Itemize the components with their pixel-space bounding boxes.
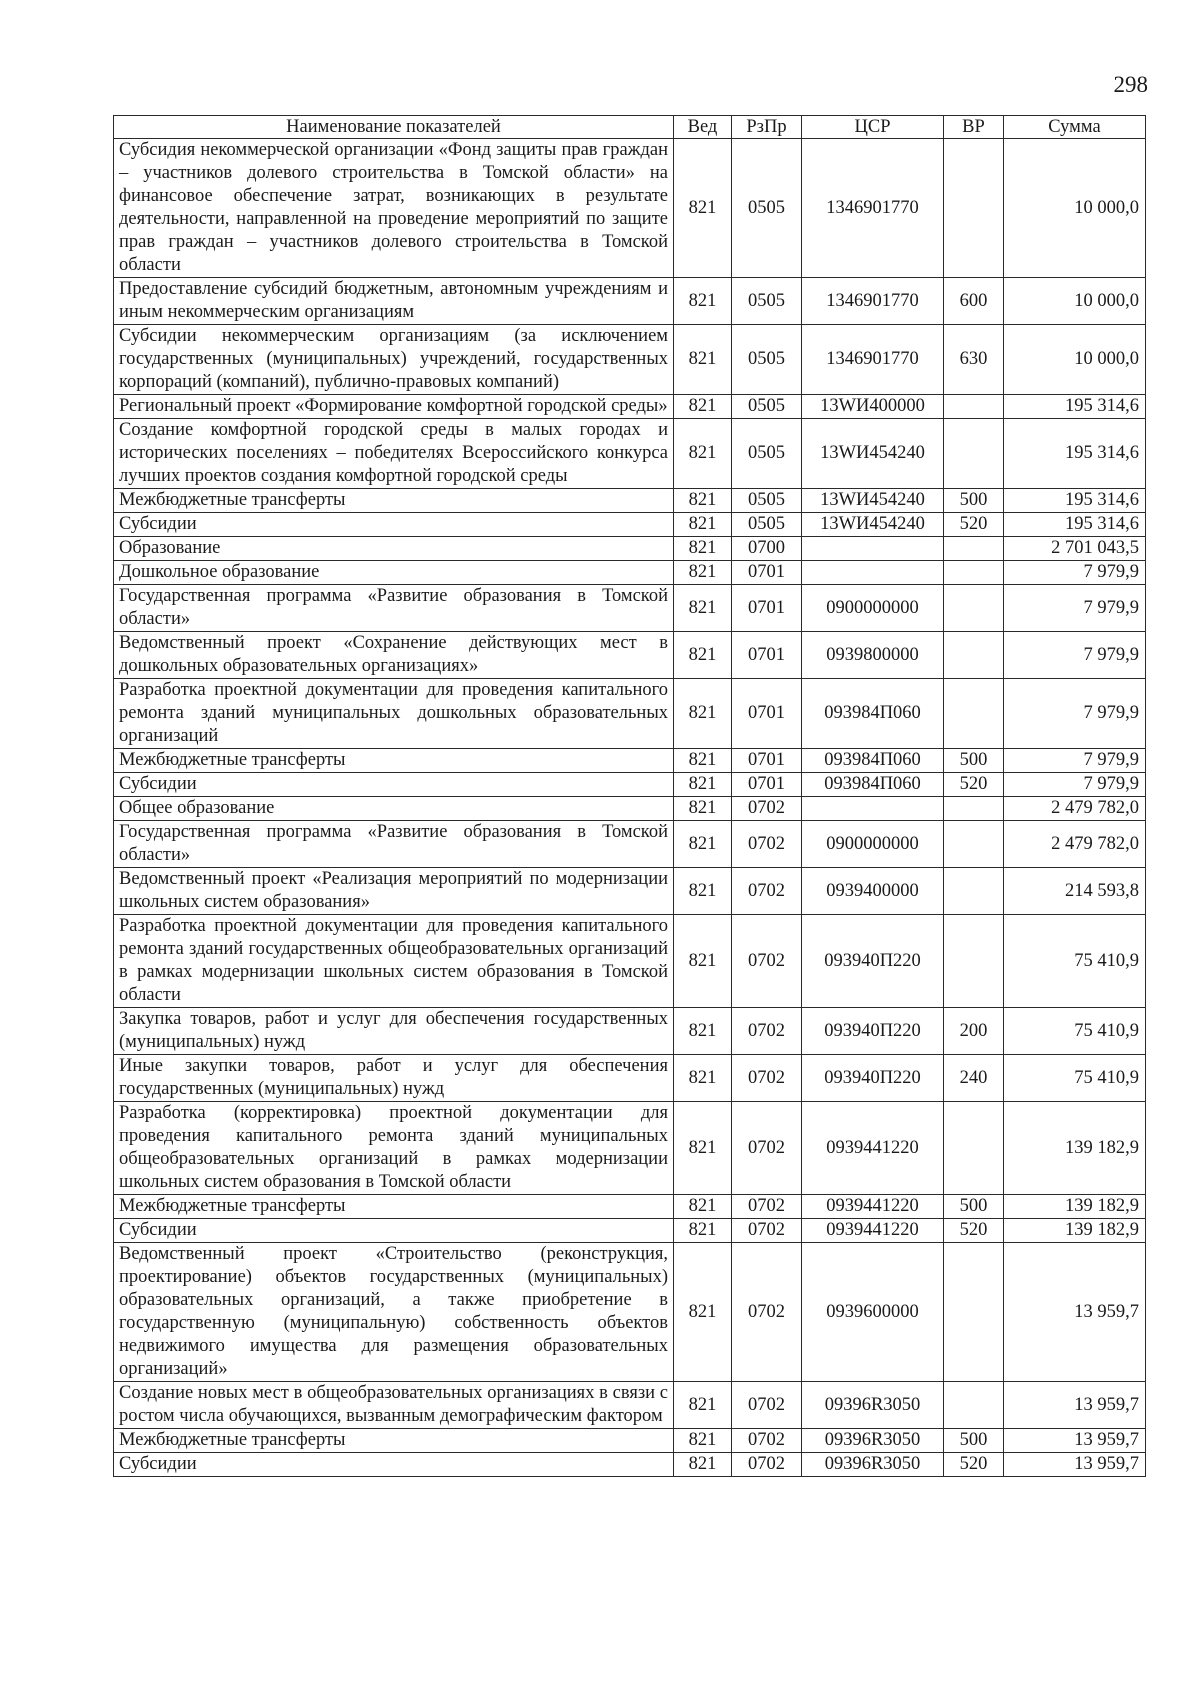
table-row	[114, 1243, 1146, 1382]
cell-vr	[944, 561, 1004, 585]
cell-name: Ведомственный проект «Строительство (реконструкция, проектирование) объектов государственных (муниципальных) образовательных организаций, а также приобретение в государственную (муниципальную) собственность объектов недвижимого имущества для размещения образовательных организаций»	[114, 1243, 674, 1382]
table-row	[114, 325, 1146, 395]
cell-csr: 13WИ454240	[802, 419, 944, 489]
cell-csr: 09396R3050	[802, 1382, 944, 1429]
cell-name: Межбюджетные трансферты	[114, 489, 674, 513]
header-name: Наименование показателей	[114, 116, 674, 139]
cell-rzpr: 0702	[732, 1102, 802, 1195]
cell-name: Субсидии	[114, 1453, 674, 1477]
cell-rzpr: 0700	[732, 537, 802, 561]
table-row	[114, 749, 1146, 773]
header-csr: ЦСР	[802, 116, 944, 139]
cell-csr: 0900000000	[802, 821, 944, 868]
cell-name: Межбюджетные трансферты	[114, 1429, 674, 1453]
table-header-row	[114, 116, 1146, 139]
cell-sum: 10 000,0	[1004, 139, 1146, 278]
table-row	[114, 1382, 1146, 1429]
cell-ved: 821	[674, 489, 732, 513]
table-row	[114, 915, 1146, 1008]
cell-sum: 75 410,9	[1004, 1008, 1146, 1055]
cell-csr	[802, 561, 944, 585]
cell-ved: 821	[674, 1382, 732, 1429]
cell-sum: 7 979,9	[1004, 585, 1146, 632]
cell-ved: 821	[674, 1243, 732, 1382]
cell-name: Образование	[114, 537, 674, 561]
cell-ved: 821	[674, 915, 732, 1008]
table-row	[114, 1453, 1146, 1477]
cell-name: Межбюджетные трансферты	[114, 749, 674, 773]
cell-ved: 821	[674, 1429, 732, 1453]
cell-rzpr: 0702	[732, 797, 802, 821]
cell-vr	[944, 395, 1004, 419]
cell-ved: 821	[674, 395, 732, 419]
cell-csr: 0900000000	[802, 585, 944, 632]
cell-ved: 821	[674, 1453, 732, 1477]
cell-ved: 821	[674, 537, 732, 561]
cell-name: Иные закупки товаров, работ и услуг для обеспечения государственных (муниципальных) нужд	[114, 1055, 674, 1102]
cell-sum: 13 959,7	[1004, 1243, 1146, 1382]
cell-sum: 13 959,7	[1004, 1382, 1146, 1429]
cell-sum: 13 959,7	[1004, 1453, 1146, 1477]
table-row	[114, 1055, 1146, 1102]
cell-ved: 821	[674, 561, 732, 585]
cell-sum: 139 182,9	[1004, 1219, 1146, 1243]
cell-vr: 520	[944, 1219, 1004, 1243]
header-ved: Вед	[674, 116, 732, 139]
cell-vr	[944, 821, 1004, 868]
cell-rzpr: 0505	[732, 489, 802, 513]
cell-name: Общее образование	[114, 797, 674, 821]
cell-vr: 200	[944, 1008, 1004, 1055]
cell-rzpr: 0702	[732, 1055, 802, 1102]
table-row	[114, 632, 1146, 679]
cell-csr: 0939400000	[802, 868, 944, 915]
cell-name: Ведомственный проект «Сохранение действующих мест в дошкольных образовательных организациях»	[114, 632, 674, 679]
cell-vr: 520	[944, 773, 1004, 797]
cell-vr	[944, 585, 1004, 632]
cell-rzpr: 0702	[732, 1008, 802, 1055]
cell-vr	[944, 139, 1004, 278]
cell-sum: 139 182,9	[1004, 1102, 1146, 1195]
cell-sum: 214 593,8	[1004, 868, 1146, 915]
cell-vr: 240	[944, 1055, 1004, 1102]
cell-vr: 500	[944, 1429, 1004, 1453]
cell-csr: 0939800000	[802, 632, 944, 679]
cell-vr: 500	[944, 1195, 1004, 1219]
cell-rzpr: 0702	[732, 1243, 802, 1382]
cell-ved: 821	[674, 773, 732, 797]
cell-sum: 13 959,7	[1004, 1429, 1146, 1453]
table-body	[114, 139, 1146, 1477]
cell-rzpr: 0702	[732, 1382, 802, 1429]
page-number: 298	[1113, 72, 1148, 97]
cell-vr	[944, 419, 1004, 489]
cell-name: Субсидии	[114, 773, 674, 797]
table-row	[114, 139, 1146, 278]
table-row	[114, 278, 1146, 325]
cell-csr: 093984П060	[802, 773, 944, 797]
cell-name: Разработка (корректировка) проектной документации для проведения капитального ремонта зданий муниципальных общеобразовательных организаций в рамках модернизации школьных систем образования в Томской области	[114, 1102, 674, 1195]
cell-ved: 821	[674, 868, 732, 915]
cell-rzpr: 0702	[732, 1453, 802, 1477]
cell-name: Региональный проект «Формирование комфортной городской среды»	[114, 395, 674, 419]
cell-rzpr: 0702	[732, 915, 802, 1008]
cell-csr: 0939441220	[802, 1102, 944, 1195]
cell-sum: 195 314,6	[1004, 395, 1146, 419]
cell-sum: 2 479 782,0	[1004, 821, 1146, 868]
cell-vr: 630	[944, 325, 1004, 395]
cell-rzpr: 0505	[732, 139, 802, 278]
cell-vr: 520	[944, 513, 1004, 537]
cell-sum: 7 979,9	[1004, 679, 1146, 749]
cell-csr: 0939441220	[802, 1195, 944, 1219]
cell-csr: 093984П060	[802, 679, 944, 749]
cell-sum: 10 000,0	[1004, 278, 1146, 325]
cell-sum: 139 182,9	[1004, 1195, 1146, 1219]
cell-ved: 821	[674, 821, 732, 868]
cell-csr: 093940П220	[802, 1055, 944, 1102]
cell-ved: 821	[674, 1219, 732, 1243]
cell-sum: 195 314,6	[1004, 489, 1146, 513]
cell-vr	[944, 537, 1004, 561]
cell-csr: 1346901770	[802, 139, 944, 278]
cell-csr: 093984П060	[802, 749, 944, 773]
table-row	[114, 1008, 1146, 1055]
cell-csr	[802, 537, 944, 561]
cell-sum: 7 979,9	[1004, 749, 1146, 773]
cell-name: Субсидии	[114, 1219, 674, 1243]
header-vr: ВР	[944, 116, 1004, 139]
cell-name: Закупка товаров, работ и услуг для обеспечения государственных (муниципальных) нужд	[114, 1008, 674, 1055]
cell-name: Предоставление субсидий бюджетным, автономным учреждениям и иным некоммерческим организациям	[114, 278, 674, 325]
cell-sum: 75 410,9	[1004, 915, 1146, 1008]
table-row	[114, 537, 1146, 561]
cell-ved: 821	[674, 1102, 732, 1195]
cell-ved: 821	[674, 749, 732, 773]
cell-ved: 821	[674, 139, 732, 278]
cell-name: Ведомственный проект «Реализация мероприятий по модернизации школьных систем образования»	[114, 868, 674, 915]
header-sum: Сумма	[1004, 116, 1146, 139]
cell-vr	[944, 1243, 1004, 1382]
cell-sum: 195 314,6	[1004, 419, 1146, 489]
table-row	[114, 679, 1146, 749]
table-row	[114, 1102, 1146, 1195]
cell-vr	[944, 868, 1004, 915]
cell-name: Создание новых мест в общеобразовательных организациях в связи с ростом числа обучающихся, вызванным демографическим фактором	[114, 1382, 674, 1429]
cell-ved: 821	[674, 679, 732, 749]
table-row	[114, 561, 1146, 585]
cell-vr	[944, 679, 1004, 749]
cell-name: Разработка проектной документации для проведения капитального ремонта зданий муниципальных дошкольных образовательных организаций	[114, 679, 674, 749]
table-row	[114, 1429, 1146, 1453]
cell-ved: 821	[674, 585, 732, 632]
table-row	[114, 585, 1146, 632]
cell-name: Субсидии	[114, 513, 674, 537]
budget-table	[113, 115, 1146, 1477]
cell-sum: 195 314,6	[1004, 513, 1146, 537]
table-row	[114, 797, 1146, 821]
table-row	[114, 419, 1146, 489]
cell-name: Субсидии некоммерческим организациям (за исключением государственных (муниципальных) учреждений, государственных корпораций (компаний), публично-правовых компаний)	[114, 325, 674, 395]
cell-vr	[944, 1382, 1004, 1429]
cell-sum: 2 701 043,5	[1004, 537, 1146, 561]
cell-name: Субсидия некоммерческой организации «Фонд защиты прав граждан – участников долевого строительства в Томской области» на финансовое обеспечение затрат, возникающих в результате деятельности, направленной на проведение мероприятий по защите прав граждан – участников долевого строительства в Томской области	[114, 139, 674, 278]
cell-rzpr: 0701	[732, 585, 802, 632]
table-row	[114, 773, 1146, 797]
cell-ved: 821	[674, 1008, 732, 1055]
cell-ved: 821	[674, 419, 732, 489]
cell-rzpr: 0701	[732, 632, 802, 679]
cell-sum: 7 979,9	[1004, 561, 1146, 585]
cell-csr: 1346901770	[802, 278, 944, 325]
cell-csr: 09396R3050	[802, 1453, 944, 1477]
cell-rzpr: 0505	[732, 419, 802, 489]
table-row	[114, 868, 1146, 915]
cell-csr: 1346901770	[802, 325, 944, 395]
cell-ved: 821	[674, 1195, 732, 1219]
cell-sum: 75 410,9	[1004, 1055, 1146, 1102]
cell-name: Межбюджетные трансферты	[114, 1195, 674, 1219]
cell-name: Государственная программа «Развитие образования в Томской области»	[114, 585, 674, 632]
cell-vr: 500	[944, 749, 1004, 773]
cell-rzpr: 0505	[732, 325, 802, 395]
table-row	[114, 821, 1146, 868]
cell-rzpr: 0702	[732, 868, 802, 915]
cell-ved: 821	[674, 797, 732, 821]
cell-rzpr: 0505	[732, 513, 802, 537]
table-row	[114, 513, 1146, 537]
cell-vr: 500	[944, 489, 1004, 513]
cell-ved: 821	[674, 325, 732, 395]
cell-csr: 13WИ454240	[802, 489, 944, 513]
cell-csr: 13WИ454240	[802, 513, 944, 537]
table-row	[114, 1195, 1146, 1219]
cell-name: Дошкольное образование	[114, 561, 674, 585]
table-row	[114, 489, 1146, 513]
cell-rzpr: 0701	[732, 679, 802, 749]
cell-rzpr: 0701	[732, 773, 802, 797]
cell-vr	[944, 632, 1004, 679]
cell-ved: 821	[674, 632, 732, 679]
cell-csr	[802, 797, 944, 821]
cell-rzpr: 0702	[732, 1429, 802, 1453]
cell-ved: 821	[674, 513, 732, 537]
cell-rzpr: 0701	[732, 561, 802, 585]
cell-csr: 13WИ400000	[802, 395, 944, 419]
cell-csr: 093940П220	[802, 1008, 944, 1055]
cell-ved: 821	[674, 278, 732, 325]
cell-rzpr: 0701	[732, 749, 802, 773]
cell-csr: 093940П220	[802, 915, 944, 1008]
cell-rzpr: 0505	[732, 395, 802, 419]
table-row	[114, 395, 1146, 419]
cell-sum: 2 479 782,0	[1004, 797, 1146, 821]
cell-csr: 0939600000	[802, 1243, 944, 1382]
cell-vr	[944, 915, 1004, 1008]
cell-vr: 600	[944, 278, 1004, 325]
cell-ved: 821	[674, 1055, 732, 1102]
table-row	[114, 1219, 1146, 1243]
cell-rzpr: 0505	[732, 278, 802, 325]
cell-rzpr: 0702	[732, 1195, 802, 1219]
cell-vr: 520	[944, 1453, 1004, 1477]
cell-sum: 7 979,9	[1004, 773, 1146, 797]
cell-vr	[944, 797, 1004, 821]
cell-name: Государственная программа «Развитие образования в Томской области»	[114, 821, 674, 868]
cell-sum: 10 000,0	[1004, 325, 1146, 395]
cell-csr: 09396R3050	[802, 1429, 944, 1453]
cell-name: Создание комфортной городской среды в малых городах и исторических поселениях – победителях Всероссийского конкурса лучших проектов создания комфортной городской среды	[114, 419, 674, 489]
cell-csr: 0939441220	[802, 1219, 944, 1243]
cell-name: Разработка проектной документации для проведения капитального ремонта зданий государственных общеобразовательных организаций в рамках модернизации школьных систем образования в Томской области	[114, 915, 674, 1008]
header-rzpr: РзПр	[732, 116, 802, 139]
cell-rzpr: 0702	[732, 1219, 802, 1243]
cell-rzpr: 0702	[732, 821, 802, 868]
cell-sum: 7 979,9	[1004, 632, 1146, 679]
cell-vr	[944, 1102, 1004, 1195]
